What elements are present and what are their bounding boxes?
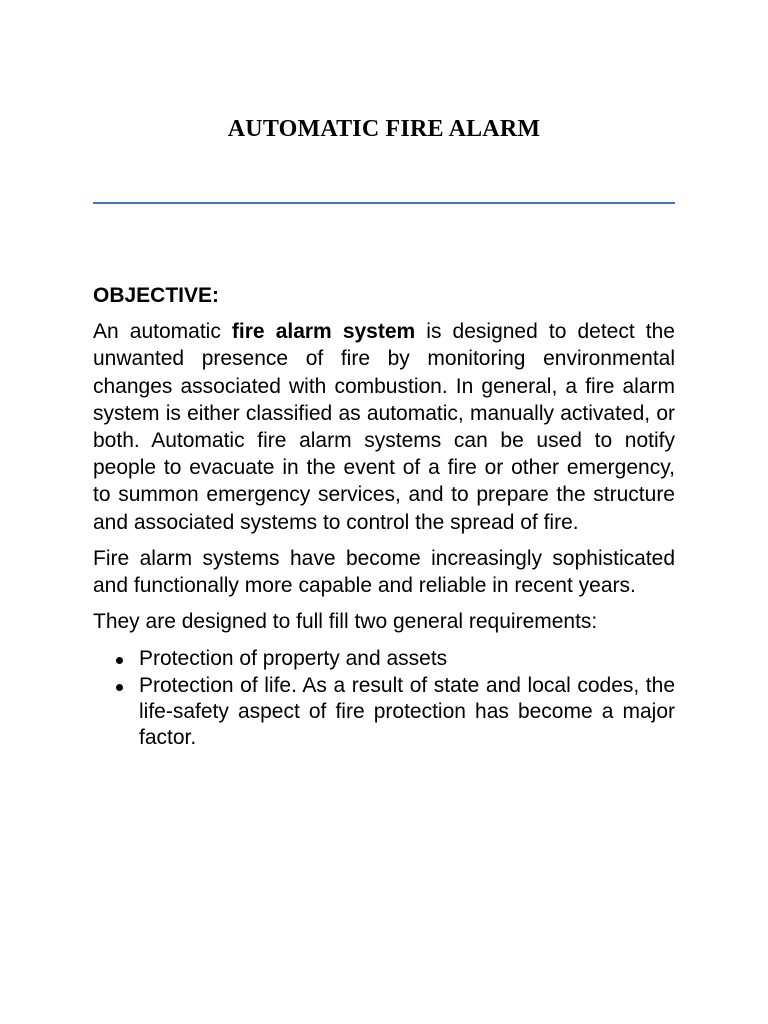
list-item xyxy=(93,646,675,672)
bullet-icon xyxy=(116,657,123,664)
paragraph-lead: An automatic xyxy=(93,320,221,344)
bold-term: fire alarm system xyxy=(231,320,416,344)
list-item-text: Protection of property and assets xyxy=(139,647,448,671)
list-item-text: Protection of life. As a result of state and local codes, the life-safety aspect of fire protection has become a major factor. xyxy=(139,673,675,750)
document-body xyxy=(93,282,675,752)
paragraph-rest: is designed to detect the unwanted presence of fire by monitoring environmental changes associated with combustion. In general, a fire alarm system is either classified as automatic, manually activated, or both. Automatic fire alarm systems can be used to notify people to evacuate in the event of a fire or other emergency, to summon emergency services, and to prepare the structure and associated systems to control the spread of fire. xyxy=(93,320,675,534)
document-title: AUTOMATIC FIRE ALARM xyxy=(227,116,541,142)
title-divider xyxy=(93,202,675,204)
section-heading: OBJECTIVE: xyxy=(93,284,220,307)
requirements-list xyxy=(93,646,675,751)
requirements-intro: They are designed to full fill two general requirements: xyxy=(93,610,598,634)
objective-paragraph xyxy=(93,318,675,536)
sophistication-paragraph: Fire alarm systems have become increasingly sophisticated and functionally more capable and reliable in recent years. xyxy=(93,546,675,598)
list-item xyxy=(93,673,675,752)
bullet-icon xyxy=(116,684,123,691)
